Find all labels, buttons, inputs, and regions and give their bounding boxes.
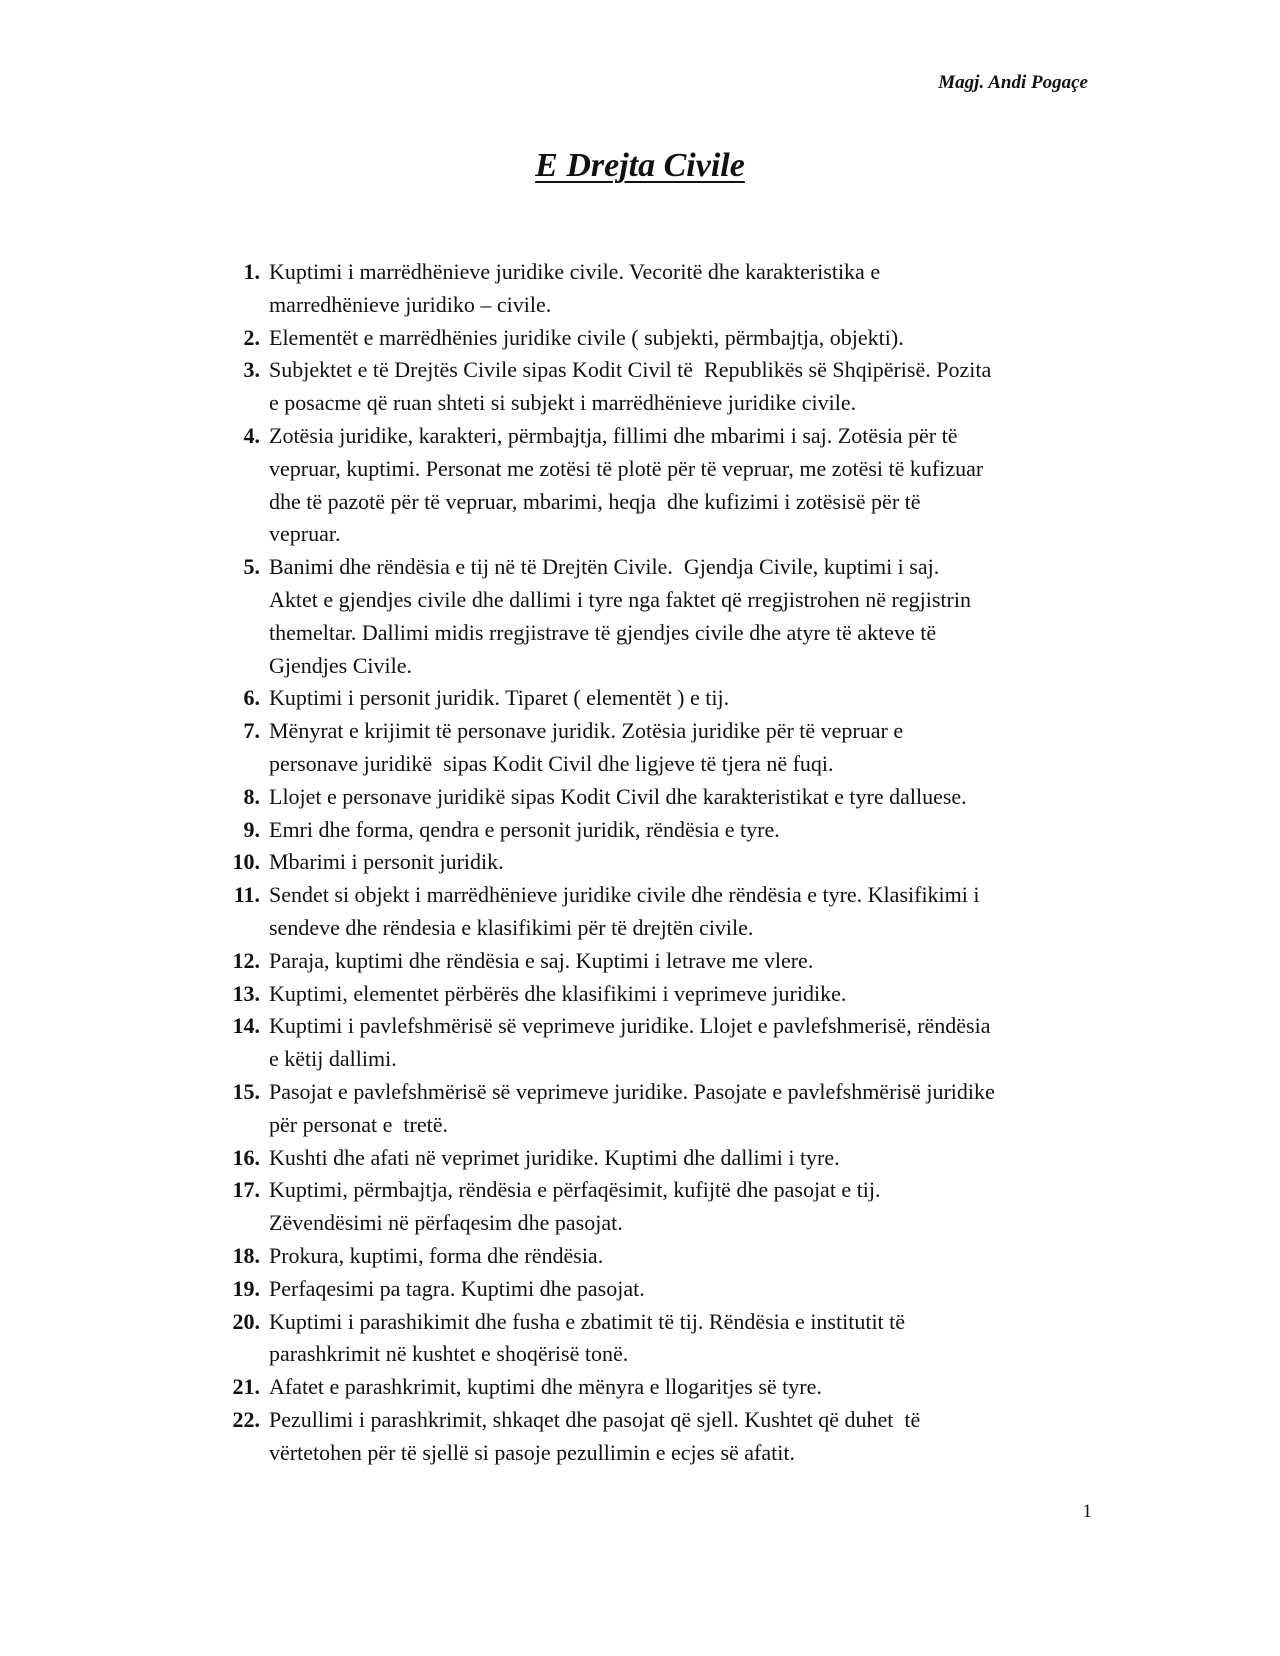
question-text	[260, 945, 1096, 978]
question-text-line: Zotësia juridike, karakteri, përmbajtja, fillimi dhe mbarimi i saj. Zotësia për të	[269, 422, 958, 448]
question-text-line: Kuptimi, elementet përbërës dhe klasifikimi i veprimeve juridike.	[269, 980, 847, 1006]
question-number: 12.	[232, 947, 260, 973]
question-text-line: themeltar. Dallimi midis rregjistrave të gjendjes civile dhe atyre të akteve të	[269, 619, 937, 645]
question-text-line: Gjendjes Civile.	[269, 652, 412, 678]
question-text-line: Banimi dhe rëndësia e tij në të Drejtën Civile. Gjendja Civile, kuptimi i saj.	[269, 554, 940, 580]
list-item	[216, 1174, 1096, 1240]
question-text	[260, 1010, 1096, 1076]
question-list	[216, 256, 1096, 1469]
question-text-line: Kuptimi, përmbajtja, rëndësia e përfaqësimit, kufijtë dhe pasojat e tij.	[269, 1177, 881, 1203]
question-text-line: Sendet si objekt i marrëdhënieve juridike civile dhe rëndësia e tyre. Klasifikimi i	[269, 882, 980, 908]
question-text-line: vepruar.	[269, 521, 341, 547]
question-number: 8.	[243, 783, 260, 809]
question-text-line: Afatet e parashkrimit, kuptimi dhe mënyra e llogaritjes së tyre.	[269, 1374, 822, 1400]
list-item	[216, 1371, 1096, 1404]
list-item	[216, 879, 1096, 945]
list-item	[216, 322, 1096, 355]
question-number: 5.	[243, 554, 260, 580]
list-item	[216, 420, 1096, 551]
question-text-line: Emri dhe forma, qendra e personit juridik, rëndësia e tyre.	[269, 816, 780, 842]
question-text	[260, 1174, 1096, 1240]
question-text-line: Pezullimi i parashkrimit, shkaqet dhe pasojat që sjell. Kushtet që duhet të	[269, 1406, 921, 1432]
question-text	[260, 1306, 1096, 1372]
question-text	[260, 354, 1096, 420]
question-text-line: vërtetohen për të sjellë si pasoje pezullimin e ecjes së afatit.	[269, 1439, 795, 1465]
question-text-line: e këtij dallimi.	[269, 1046, 397, 1072]
list-item	[216, 814, 1096, 847]
question-text	[260, 1076, 1096, 1142]
question-number: 9.	[243, 816, 260, 842]
document-title: E Drejta Civile	[535, 147, 745, 184]
question-number: 1.	[243, 259, 260, 284]
question-text	[260, 420, 1096, 551]
question-number: 14.	[232, 1013, 260, 1039]
question-text	[260, 322, 1096, 355]
question-number: 3.	[243, 357, 260, 383]
question-number: 10.	[232, 849, 260, 875]
question-text	[260, 1371, 1096, 1404]
list-item	[216, 1306, 1096, 1372]
question-number: 16.	[232, 1144, 260, 1170]
question-text	[260, 715, 1096, 781]
question-text-line: marredhënieve juridiko – civile.	[269, 291, 552, 317]
question-text-line: personave juridikë sipas Kodit Civil dhe ligjeve të tjera në fuqi.	[269, 750, 834, 776]
question-text-line: Subjektet e të Drejtës Civile sipas Kodit Civil të Republikës së Shqipërisë. Pozita	[269, 357, 992, 383]
list-item	[216, 846, 1096, 879]
question-text-line: Kuptimi i personit juridik. Tiparet ( elementët ) e tij.	[269, 685, 730, 711]
list-item	[216, 256, 1096, 322]
question-text-line: Pasojat e pavlefshmërisë së veprimeve juridike. Pasojate e pavlefshmërisë juridike	[269, 1078, 995, 1104]
question-text	[260, 846, 1096, 879]
question-text-line: Kuptimi i parashikimit dhe fusha e zbatimit të tij. Rëndësia e institutit të	[269, 1308, 906, 1334]
question-number: 20.	[232, 1308, 260, 1334]
list-item	[216, 1010, 1096, 1076]
list-item	[216, 1404, 1096, 1470]
question-text-line: Mënyrat e krijimit të personave juridik. Zotësia juridike për të vepruar e	[269, 718, 904, 744]
list-item	[216, 1076, 1096, 1142]
list-item	[216, 715, 1096, 781]
question-text	[260, 879, 1096, 945]
list-item	[216, 1142, 1096, 1175]
question-number: 2.	[243, 324, 260, 350]
question-text	[260, 978, 1096, 1011]
question-text-line: vepruar, kuptimi. Personat me zotësi të plotë për të vepruar, me zotësi të kufizuar	[269, 455, 984, 481]
list-item	[216, 945, 1096, 978]
question-number: 13.	[232, 980, 260, 1006]
question-text-line: Zëvendësimi në përfaqesim dhe pasojat.	[269, 1210, 623, 1236]
list-item	[216, 551, 1096, 682]
question-number: 15.	[232, 1078, 260, 1104]
question-number: 7.	[243, 718, 260, 744]
list-item	[216, 1240, 1096, 1273]
question-number: 4.	[243, 422, 260, 448]
question-text	[260, 551, 1096, 682]
page-number: 1	[1082, 1501, 1092, 1522]
question-text-line: Paraja, kuptimi dhe rëndësia e saj. Kuptimi i letrave me vlere.	[269, 947, 814, 973]
question-text	[260, 1273, 1096, 1306]
question-text	[260, 781, 1096, 814]
question-text-line: Kuptimi i marrëdhënieve juridike civile. Vecoritë dhe karakteristika e	[269, 259, 881, 284]
question-text-line: Kushti dhe afati në veprimet juridike. Kuptimi dhe dallimi i tyre.	[269, 1144, 840, 1170]
question-number: 22.	[232, 1406, 260, 1432]
question-text	[260, 256, 1096, 322]
question-text-line: Kuptimi i pavlefshmërisë së veprimeve juridike. Llojet e pavlefshmerisë, rëndësia	[269, 1013, 991, 1039]
question-text-line: për personat e tretë.	[269, 1111, 448, 1137]
question-number: 11.	[233, 882, 260, 908]
question-text-line: dhe të pazotë për të vepruar, mbarimi, heqja dhe kufizimi i zotësisë për të	[269, 488, 921, 514]
list-item	[216, 1273, 1096, 1306]
question-text-line: e posacme që ruan shteti si subjekt i marrëdhënieve juridike civile.	[269, 390, 857, 416]
question-number: 18.	[232, 1242, 260, 1268]
question-text	[260, 1142, 1096, 1175]
question-text	[260, 814, 1096, 847]
author-header: Magj. Andi Pogaçe	[938, 72, 1088, 93]
list-item	[216, 781, 1096, 814]
question-text-line: Mbarimi i personit juridik.	[269, 849, 504, 875]
question-number: 21.	[232, 1374, 260, 1400]
question-text-line: Elementët e marrëdhënies juridike civile ( subjekti, përmbajtja, objekti).	[269, 324, 904, 350]
question-text-line: Aktet e gjendjes civile dhe dallimi i tyre nga faktet që rregjistrohen në regjistrin	[269, 586, 971, 612]
list-item	[216, 354, 1096, 420]
list-item	[216, 978, 1096, 1011]
question-number: 19.	[232, 1275, 260, 1301]
question-text-line: Perfaqesimi pa tagra. Kuptimi dhe pasojat.	[269, 1275, 645, 1301]
question-text	[260, 1240, 1096, 1273]
question-text	[260, 682, 1096, 715]
question-text-line: Llojet e personave juridikë sipas Kodit Civil dhe karakteristikat e tyre dalluese.	[269, 783, 967, 809]
question-text-line: sendeve dhe rëndesia e klasifikimi për të drejtën civile.	[269, 914, 754, 940]
question-number: 17.	[232, 1177, 260, 1203]
list-item	[216, 682, 1096, 715]
question-text	[260, 1404, 1096, 1470]
question-text-line: parashkrimit në kushtet e shoqërisë tonë.	[269, 1341, 629, 1367]
question-text-line: Prokura, kuptimi, forma dhe rëndësia.	[269, 1242, 604, 1268]
question-number: 6.	[243, 685, 260, 711]
